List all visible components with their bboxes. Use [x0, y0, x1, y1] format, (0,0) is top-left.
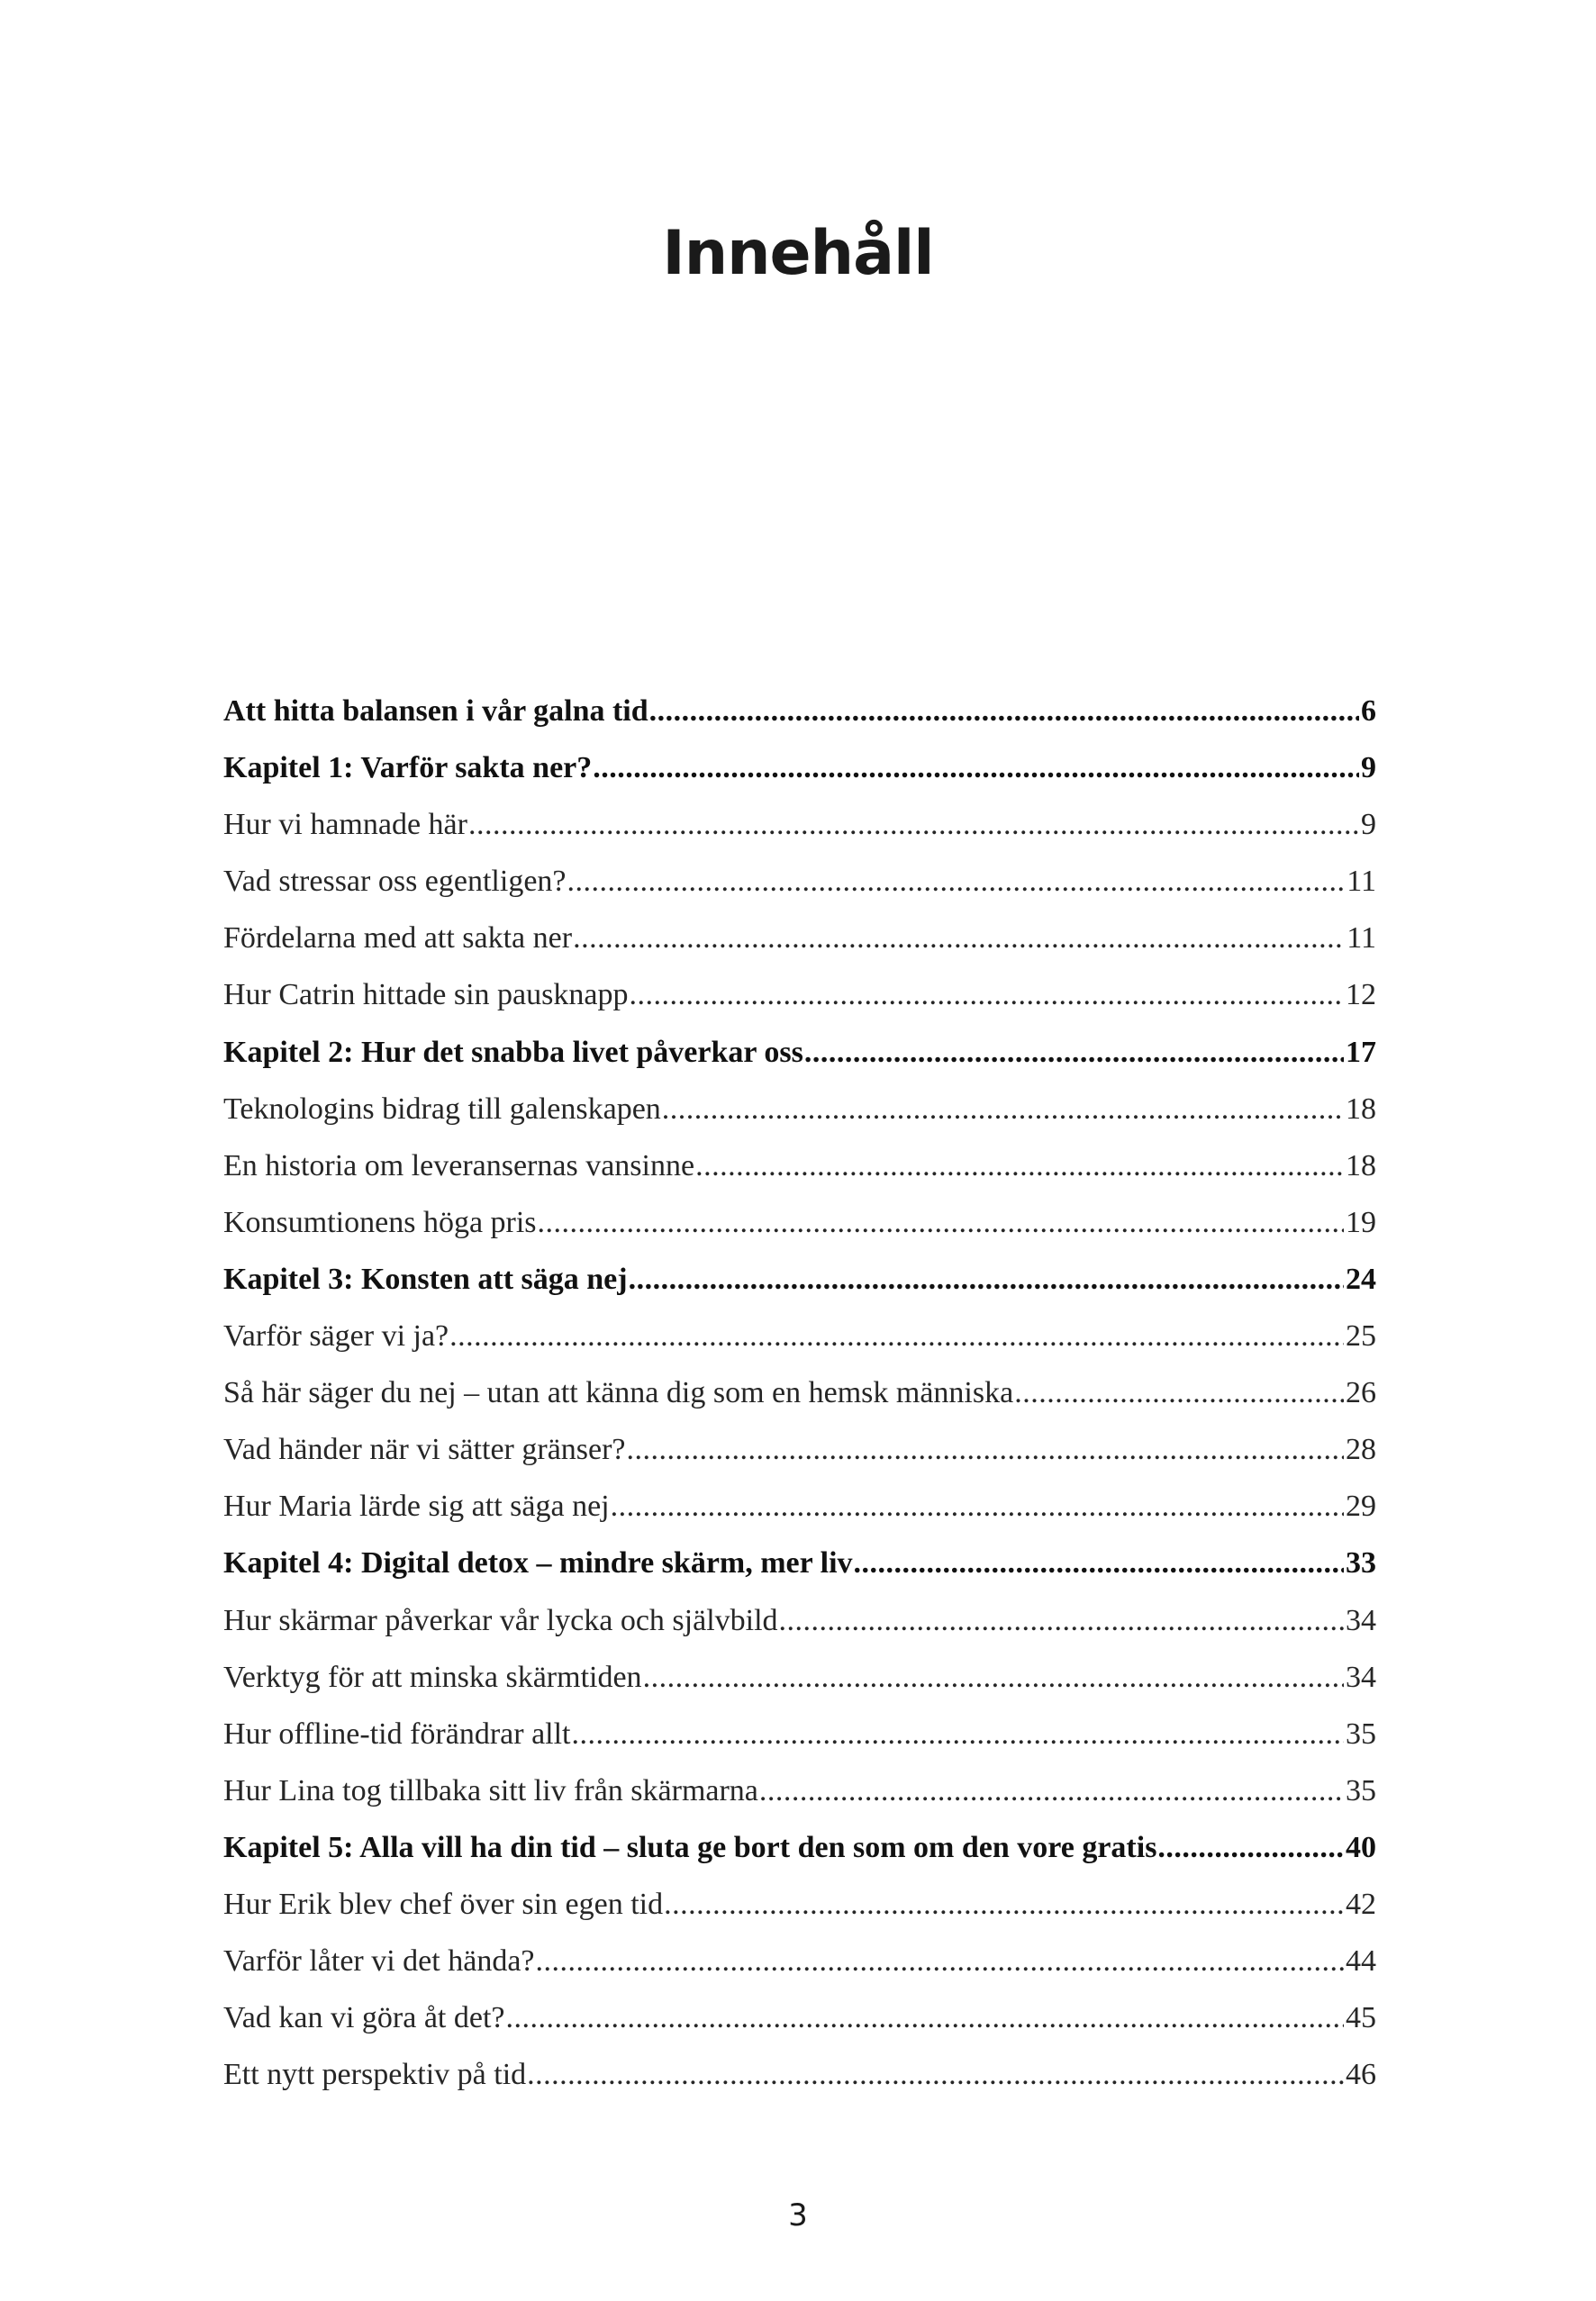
toc-chapter-entry[interactable] [223, 683, 1376, 739]
toc-section-entry[interactable] [223, 1989, 1376, 2046]
toc-section-entry[interactable] [223, 1592, 1376, 1649]
toc-entry-label: Kapitel 3: Konsten att säga nej [223, 1262, 628, 1296]
toc-section-entry[interactable] [223, 2046, 1376, 2103]
toc-section-entry[interactable] [223, 1706, 1376, 1762]
toc-dot-leader [573, 910, 1345, 966]
toc-entry-label: Kapitel 4: Digital detox – mindre skärm, mer liv [223, 1546, 853, 1581]
toc-entry-page-number: 11 [1347, 865, 1376, 899]
toc-section-entry[interactable] [223, 1762, 1376, 1819]
toc-dot-leader [449, 1308, 1344, 1364]
toc-chapter-entry[interactable] [223, 1024, 1376, 1081]
toc-entry-label: Konsumtionens höga pris [223, 1205, 537, 1239]
toc-entry-page-number: 35 [1346, 1773, 1376, 1807]
toc-entry-label: Så här säger du nej – utan att känna dig som en hemsk människa [223, 1376, 1014, 1410]
toc-entry-page-number: 29 [1346, 1490, 1376, 1524]
toc-entry-page-number: 33 [1346, 1546, 1376, 1581]
toc-entry-label: Vad kan vi göra åt det? [223, 2001, 505, 2035]
toc-dot-leader [506, 1989, 1345, 2046]
toc-entry-page-number: 11 [1347, 921, 1376, 956]
toc-dot-leader [527, 2046, 1344, 2103]
toc-entry-label: Vad händer när vi sätter gränser? [223, 1433, 626, 1467]
toc-entry-page-number: 40 [1346, 1830, 1376, 1864]
toc-entry-label: Fördelarna med att sakta ner [223, 921, 573, 956]
toc-section-entry[interactable] [223, 910, 1376, 966]
toc-dot-leader [779, 1592, 1344, 1649]
toc-section-entry[interactable] [223, 1308, 1376, 1364]
toc-dot-leader [759, 1762, 1344, 1819]
toc-entry-label: Ett nytt perspektiv på tid [223, 2058, 527, 2092]
toc-entry-page-number: 34 [1346, 1660, 1376, 1694]
toc-section-entry[interactable] [223, 1421, 1376, 1478]
toc-section-entry[interactable] [223, 1876, 1376, 1933]
toc-dot-leader [649, 683, 1359, 739]
toc-entry-label: Kapitel 1: Varför sakta ner? [223, 751, 593, 785]
toc-dot-leader [627, 1421, 1344, 1478]
toc-entry-label: Hur offline-tid förändrar allt [223, 1717, 571, 1751]
toc-dot-leader [572, 1706, 1344, 1762]
toc-dot-leader [536, 1933, 1345, 1989]
toc-entry-label: Att hitta balansen i vår galna tid [223, 694, 648, 728]
toc-entry-page-number: 28 [1346, 1433, 1376, 1467]
toc-entry-label: Hur vi hamnade här [223, 808, 467, 842]
toc-dot-leader [468, 796, 1359, 853]
toc-entry-page-number: 45 [1346, 2001, 1376, 2035]
toc-entry-label: Varför låter vi det hända? [223, 1944, 535, 1979]
toc-entry-label: Teknologins bidrag till galenskapen [223, 1092, 661, 1126]
toc-dot-leader [611, 1478, 1344, 1535]
toc-entry-page-number: 24 [1346, 1262, 1376, 1296]
toc-entry-label: Hur Catrin hittade sin pausknapp [223, 978, 629, 1012]
toc-dot-leader [629, 1251, 1344, 1308]
toc-entry-label: Hur Lina tog tillbaka sitt liv från skärmarna [223, 1773, 758, 1807]
toc-entry-page-number: 9 [1361, 808, 1376, 842]
toc-entry-page-number: 17 [1346, 1035, 1376, 1069]
toc-dot-leader [1014, 1364, 1344, 1421]
toc-entry-label: Vad stressar oss egentligen? [223, 865, 567, 899]
toc-dot-leader [629, 966, 1344, 1023]
toc-section-entry[interactable] [223, 1478, 1376, 1535]
toc-entry-page-number: 19 [1346, 1205, 1376, 1239]
toc-dot-leader [664, 1876, 1344, 1933]
toc-section-entry[interactable] [223, 1933, 1376, 1989]
table-of-contents [223, 683, 1376, 2103]
toc-section-entry[interactable] [223, 1364, 1376, 1421]
toc-section-entry[interactable] [223, 853, 1376, 910]
toc-entry-page-number: 46 [1346, 2058, 1376, 2092]
page-title: Innehåll [662, 218, 934, 289]
toc-dot-leader [1157, 1819, 1344, 1876]
toc-dot-leader [695, 1137, 1344, 1194]
toc-chapter-entry[interactable] [223, 1251, 1376, 1308]
toc-entry-label: Hur Erik blev chef över sin egen tid [223, 1887, 664, 1921]
toc-dot-leader [854, 1535, 1344, 1591]
toc-dot-leader [643, 1649, 1344, 1706]
toc-entry-page-number: 42 [1346, 1887, 1376, 1921]
toc-entry-page-number: 18 [1346, 1092, 1376, 1126]
toc-dot-leader [538, 1194, 1344, 1251]
toc-entry-page-number: 44 [1346, 1944, 1376, 1979]
toc-entry-label: Hur Maria lärde sig att säga nej [223, 1490, 610, 1524]
toc-entry-page-number: 6 [1361, 694, 1376, 728]
toc-entry-page-number: 9 [1361, 751, 1376, 785]
toc-section-entry[interactable] [223, 1649, 1376, 1706]
toc-chapter-entry[interactable] [223, 1819, 1376, 1876]
toc-dot-leader [593, 739, 1359, 796]
toc-entry-label: Kapitel 5: Alla vill ha din tid – sluta ge bort den som om den vore gratis [223, 1830, 1157, 1864]
toc-entry-page-number: 25 [1346, 1319, 1376, 1354]
toc-section-entry[interactable] [223, 1137, 1376, 1194]
toc-dot-leader [567, 853, 1346, 910]
toc-entry-page-number: 35 [1346, 1717, 1376, 1751]
toc-section-entry[interactable] [223, 966, 1376, 1023]
toc-entry-page-number: 18 [1346, 1148, 1376, 1182]
toc-dot-leader [662, 1081, 1344, 1137]
toc-entry-label: Verktyg för att minska skärmtiden [223, 1660, 642, 1694]
toc-entry-label: Hur skärmar påverkar vår lycka och självbild [223, 1603, 778, 1637]
toc-dot-leader [804, 1024, 1344, 1081]
toc-entry-label: En historia om leveransernas vansinne [223, 1148, 695, 1182]
toc-entry-page-number: 12 [1346, 978, 1376, 1012]
toc-entry-label: Varför säger vi ja? [223, 1319, 449, 1354]
page-number: 3 [788, 2197, 808, 2233]
toc-entry-page-number: 34 [1346, 1603, 1376, 1637]
toc-entry-label: Kapitel 2: Hur det snabba livet påverkar oss [223, 1035, 803, 1069]
toc-section-entry[interactable] [223, 1194, 1376, 1251]
toc-entry-page-number: 26 [1346, 1376, 1376, 1410]
toc-chapter-entry[interactable] [223, 1535, 1376, 1591]
toc-chapter-entry[interactable] [223, 739, 1376, 796]
toc-section-entry[interactable] [223, 1081, 1376, 1137]
toc-section-entry[interactable] [223, 796, 1376, 853]
